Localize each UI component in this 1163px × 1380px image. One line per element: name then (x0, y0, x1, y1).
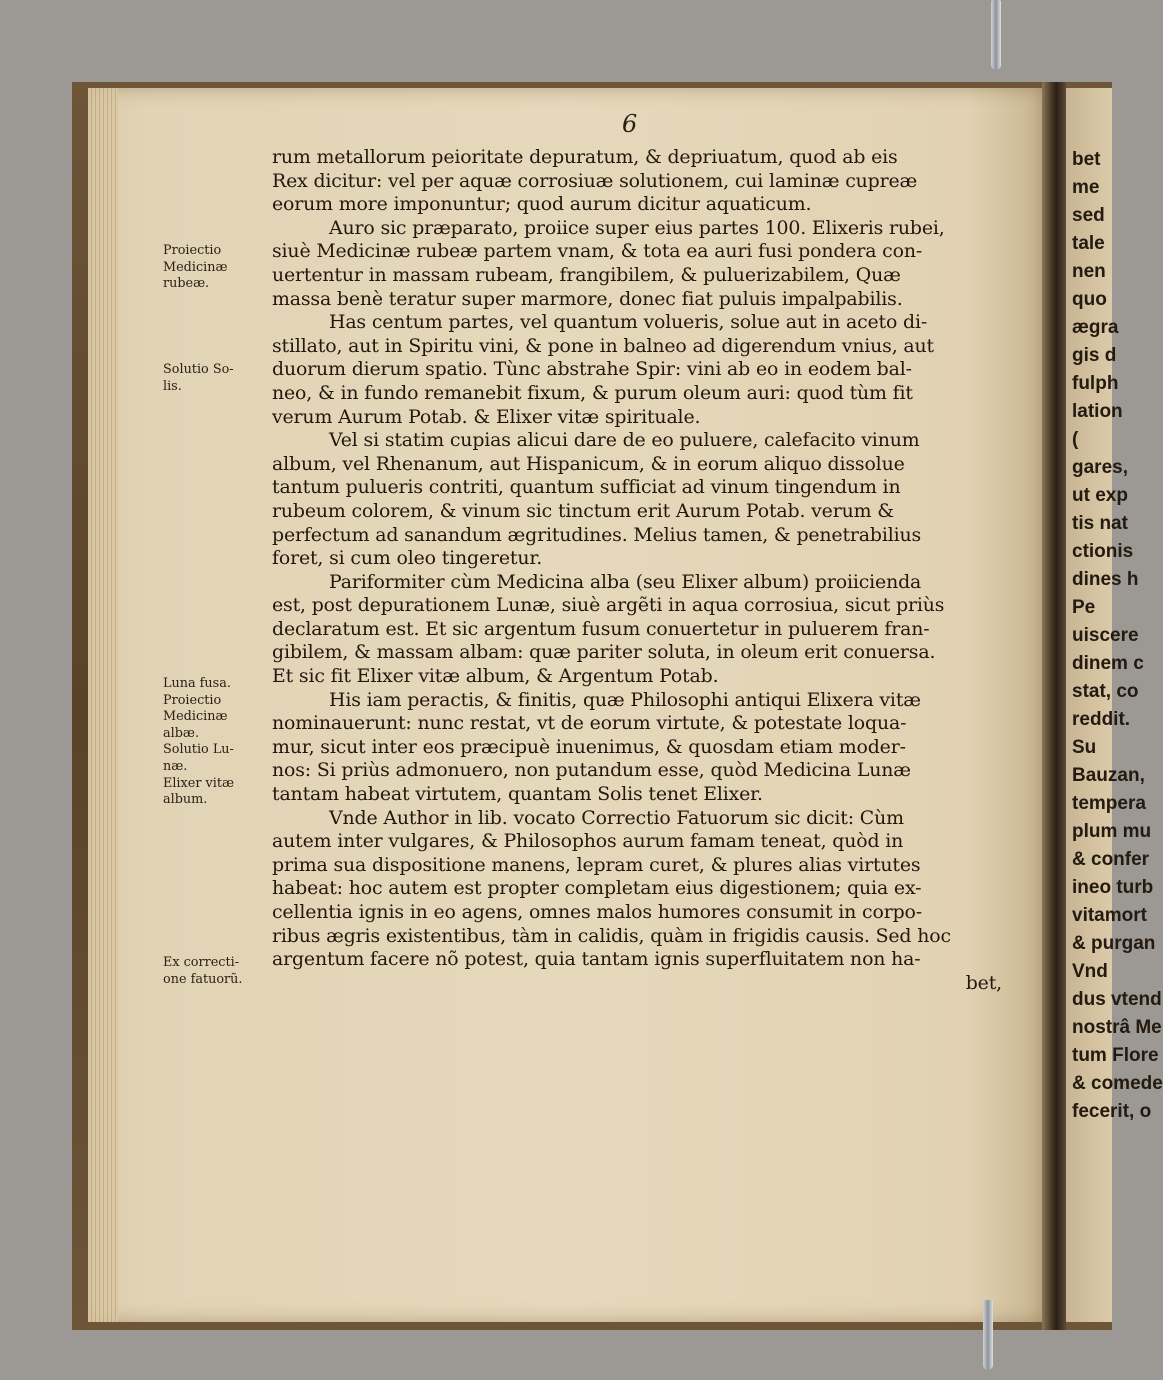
text-line: tantam habeat virtutem, quantam Solis tenet Elixer. (272, 783, 763, 806)
text-line: Vel si statim cupias alicui dare de eo puluere, calefacito vinum (329, 429, 920, 452)
margin-note-solutio-solis (163, 362, 267, 395)
margin-note-line: one fatuorũ. (163, 971, 243, 987)
margin-note-line: Proiectio (163, 243, 222, 258)
facing-word: ( (1072, 429, 1079, 450)
text-line: declaratum est. Et sic argentum fusum conuertetur in puluerem fran- (272, 617, 930, 640)
facing-word: stat, co (1072, 681, 1139, 702)
margin-note-line: lis. (163, 378, 182, 394)
text-line: ribus ægris existentibus, tàm in calidis, quàm in frigidis causis. Sed hoc (272, 924, 951, 947)
margin-note-line: Elixer vitæ (163, 775, 234, 791)
facing-word: reddit. (1072, 709, 1131, 730)
text-line: Has centum partes, vel quantum volueris, solue aut in aceto di- (329, 311, 928, 334)
margin-note-line: album. (163, 792, 208, 808)
text-line: stillato, aut in Spiritu vini, & pone in balneo ad digerendum vnius, aut (272, 334, 934, 357)
text-line: nominauerunt: nunc restat, vt de eorum virtute, & potestate loqua- (272, 712, 907, 735)
text-line: eorum more imponuntur; quod aurum dicitur aquaticum. (272, 193, 812, 216)
text-line: Auro sic præparato, proiice super eius partes 100. Elixeris rubei, (329, 216, 945, 239)
margin-note-line: Ex correcti- (163, 955, 240, 970)
text-line: argentum facere nõ potest, quia tantam ignis superfluitatem non ha- (272, 948, 921, 971)
text-line: tantum pulueris contriti, quantum sufficiat ad vinum tingendum in (272, 476, 901, 499)
page-stack-edges (88, 88, 118, 1322)
margin-note-line: rubeæ. (163, 276, 210, 292)
text-line: cellentia ignis in eo agens, omnes malos humores consumit in corpo- (272, 901, 922, 923)
margin-note-line: Luna fusa. (163, 676, 231, 691)
facing-word: ineo turb (1072, 877, 1154, 898)
text-line: massa benè teratur super marmore, donec fiat puluis impalpabilis. (272, 287, 903, 310)
facing-word: dinem c (1072, 653, 1144, 674)
text-line: neo, & in fundo remanebit fixum, & purum oleum auri: quod tùm fit (272, 381, 913, 404)
facing-word: nen (1072, 261, 1106, 282)
text-line: album, vel Rhenanum, aut Hispanicum, & in eorum aliquo dissolue (272, 452, 905, 475)
facing-word: ctionis (1072, 541, 1134, 562)
text-line: siuè Medicinæ rubeæ partem vnam, & tota ea auri fusi pondera con- (272, 240, 923, 263)
facing-word: tempera (1072, 793, 1146, 814)
text-line: habeat: hoc autem est propter completam eius digestionem; quia ex- (272, 877, 922, 900)
facing-word: gares, (1072, 457, 1128, 478)
margin-note-line: Proiectio (163, 692, 222, 708)
facing-word: Pe (1072, 597, 1096, 618)
text-line: est, post depurationem Lunæ, siuè argẽti in aqua corrosiua, sicut priùs (272, 594, 945, 617)
facing-word: tis nat (1072, 513, 1128, 534)
facing-word: tale (1072, 233, 1105, 254)
text-line: prima sua dispositione manens, lepram curet, & plures alias virtutes (272, 853, 921, 876)
text-line: Et sic fit Elixer vitæ album, & Argentum Potab. (272, 665, 719, 688)
facing-word: gis d (1072, 345, 1117, 366)
facing-word: ægra (1072, 317, 1119, 338)
margin-note-line: albæ. (163, 725, 200, 741)
margin-note-line: næ. (163, 758, 188, 774)
text-line: nos: Si priùs admonuero, non putandum esse, quòd Medicina Lunæ (272, 759, 911, 782)
facing-word: uiscere (1072, 625, 1139, 646)
text-line: verum Aurum Potab. & Elixer vitæ spirituale. (272, 405, 701, 428)
text-line: mur, sicut inter eos præcipuè inuenimus, & quosdam etiam moder- (272, 735, 906, 758)
facing-page-fragment (1066, 88, 1163, 1322)
page-clip-bottom (983, 1300, 993, 1370)
page-number: 6 (622, 110, 638, 138)
facing-word: fecerit, o (1072, 1101, 1152, 1122)
facing-word: sed (1072, 205, 1105, 226)
facing-word: Bauzan, (1072, 765, 1145, 786)
catchword: bet, (965, 971, 1002, 994)
book-gutter (1042, 82, 1066, 1330)
facing-word: Vnd (1072, 961, 1108, 982)
text-line: rubeum colorem, & vinum sic tinctum erit Aurum Potab. verum & (272, 499, 894, 522)
facing-word: me (1072, 177, 1100, 198)
facing-word: bet (1072, 149, 1101, 170)
facing-word: quo (1072, 289, 1107, 310)
margin-note-line: Solutio So- (163, 362, 234, 377)
text-line: autem inter vulgares, & Philosophos aurum famam teneat, quòd in (272, 830, 904, 853)
text-line: foret, si cum oleo tingeretur. (272, 547, 543, 570)
margin-note-line: Medicinæ (163, 259, 228, 275)
margin-note-proiectio-rubeae (163, 243, 267, 293)
facing-word: dines h (1072, 569, 1139, 590)
margin-note-ex-correctione (163, 955, 267, 988)
facing-word: & comede (1072, 1073, 1163, 1094)
facing-word: & confer (1072, 849, 1150, 870)
text-line: Rex dicitur: vel per aquæ corrosiuæ solutionem, cui laminæ cupreæ (272, 169, 918, 192)
margin-note-line: Solutio Lu- (163, 742, 234, 758)
facing-word: lation (1072, 401, 1123, 422)
text-line: His iam peractis, & finitis, quæ Philosophi antiqui Elixera vitæ (329, 688, 921, 711)
facing-word: tum Flore (1072, 1045, 1159, 1066)
page-clip-top (991, 0, 1001, 70)
facing-word: ut exp (1072, 485, 1128, 506)
facing-word: fulph (1072, 373, 1119, 394)
body-text (272, 146, 1012, 995)
text-line: Pariformiter cùm Medicina alba (seu Elixer album) proiicienda (329, 570, 922, 593)
facing-word: nostrâ Me (1072, 1017, 1162, 1038)
text-line: gibilem, & massam albam: quæ pariter soluta, in oleum erit conuersa. (272, 641, 936, 664)
text-line: uertentur in massam rubeam, frangibilem, & puluerizabilem, Quæ (272, 263, 901, 286)
text-line: perfectum ad sanandum ægritudines. Melius tamen, & penetrabilius (272, 523, 922, 546)
facing-word: dus vtend (1072, 989, 1162, 1010)
margin-note-luna-fusa (163, 676, 267, 809)
text-line: duorum dierum spatio. Tùnc abstrahe Spir: vini ab eo in eodem bal- (272, 358, 912, 381)
facing-word: & purgan (1072, 933, 1156, 954)
text-line: Vnde Author in lib. vocato Correctio Fatuorum sic dicit: Cùm (329, 806, 904, 829)
facing-word: plum mu (1072, 821, 1152, 842)
facing-word: vitamort (1072, 905, 1147, 926)
margin-note-line: Medicinæ (163, 709, 228, 725)
facing-word: Su (1072, 737, 1097, 758)
text-line: rum metallorum peioritate depuratum, & depriuatum, quod ab eis (272, 146, 898, 168)
